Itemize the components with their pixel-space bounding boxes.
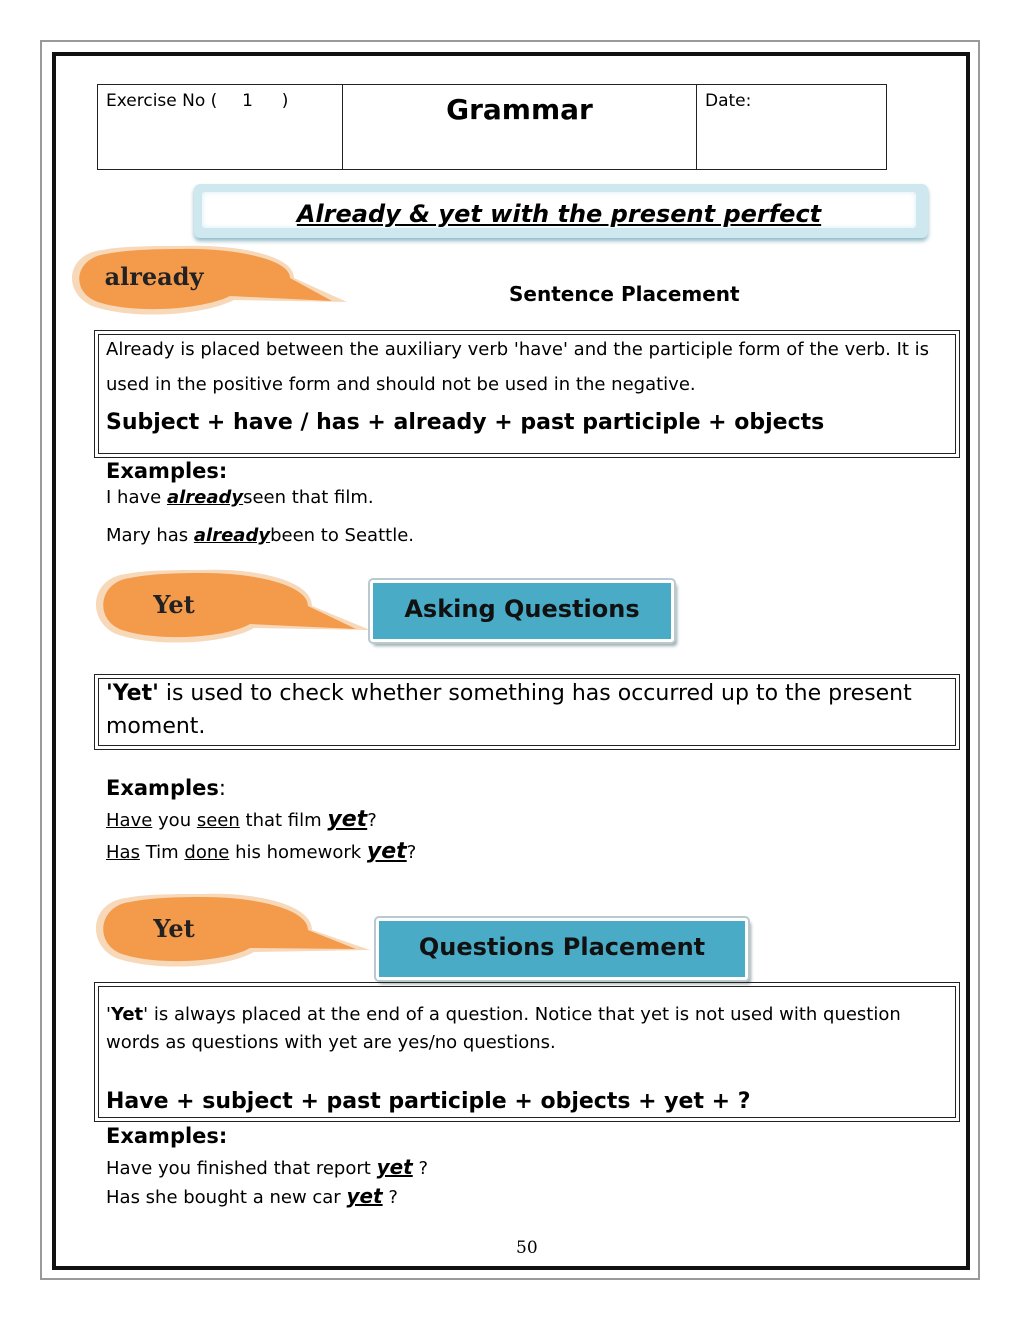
title-banner [194, 184, 928, 238]
exercise-label: Exercise No ( [106, 91, 218, 111]
yet-ex1-w4: that film [245, 810, 322, 831]
placement-formula: Have + subject + past participle + objects + yet + ? [106, 1089, 751, 1114]
placement-ex2-pre: Has she bought a new car [106, 1187, 341, 1208]
yet-example-2 [106, 839, 416, 864]
ex2-pre: Mary has [106, 525, 189, 546]
examples-label-2-text: Examples [106, 776, 219, 800]
questions-placement-label: Questions Placement [376, 918, 748, 980]
exercise-cell [98, 85, 343, 169]
date-label: Date: [705, 91, 752, 111]
exercise-close: ) [281, 91, 289, 111]
yet-ex2-w1: Has [106, 842, 140, 863]
already-rule-line2: used in the positive form and should not be used in the negative. [106, 374, 696, 395]
already-example-1 [106, 487, 374, 508]
placement-quote-open: ' [106, 1004, 111, 1025]
yet-rule-line2: moment. [106, 714, 206, 739]
examples-label-1: Examples: [106, 459, 228, 483]
sentence-placement-heading: Sentence Placement [509, 282, 740, 306]
page-title: Already & yet with the present perfect [296, 200, 822, 228]
yet-rule-rest: is used to check whether something has occurred up to the present [165, 681, 912, 706]
yet-rule-bold: 'Yet' [106, 681, 159, 706]
already-formula: Subject + have / has + already + past participle + objects [106, 410, 825, 435]
bubble-yet-1-label: Yet [153, 590, 195, 619]
placement-example-2 [106, 1184, 398, 1208]
subject-title: Grammar [446, 93, 593, 126]
ex1-pre: I have [106, 487, 162, 508]
placement-rule-rest: is always placed at the end of a question. Notice that yet is not used with question [153, 1004, 901, 1025]
placement-quote-close: ' [143, 1004, 149, 1025]
placement-ex1-end: ? [418, 1158, 429, 1179]
placement-ex2-keyword: yet [346, 1184, 383, 1208]
header-table [97, 84, 887, 170]
yet-ex2-w2: Tim [145, 842, 179, 863]
exercise-number: 1 [242, 91, 253, 111]
subject-cell [343, 85, 697, 169]
bubble-already-label: already [104, 262, 204, 291]
placement-rule-bold: Yet [110, 1004, 144, 1025]
ex1-keyword: already [166, 487, 244, 508]
examples-label-2-colon: : [218, 776, 226, 800]
placement-rule-line2: words as questions with yet are yes/no questions. [106, 1032, 556, 1053]
ex1-post: seen that film. [243, 487, 374, 508]
asking-questions-label: Asking Questions [370, 580, 674, 642]
yet-ex2-end: ? [406, 842, 417, 863]
yet-ex2-keyword: yet [366, 839, 407, 864]
placement-ex1-pre: Have you finished that report [106, 1158, 371, 1179]
placement-ex2-end: ? [388, 1187, 398, 1208]
yet-ex1-keyword: yet [327, 807, 368, 832]
yet-ex1-w1: Have [106, 810, 153, 831]
title-banner-inner [202, 192, 916, 228]
placement-rule-line1 [106, 1004, 901, 1025]
yet-ex1-w2: you [158, 810, 192, 831]
already-rule-line1: Already is placed between the auxiliary verb 'have' and the participle form of the verb. It is [106, 339, 930, 360]
examples-label-3: Examples: [106, 1124, 228, 1148]
yet-rule-line1 [106, 681, 912, 706]
ex2-post: been to Seattle. [270, 525, 415, 546]
ex2-keyword: already [193, 525, 271, 546]
yet-ex1-end: ? [367, 810, 377, 831]
placement-example-1 [106, 1155, 428, 1179]
date-cell [697, 85, 886, 169]
yet-ex2-w3: done [184, 842, 230, 863]
bubble-yet-2-label: Yet [153, 914, 195, 943]
yet-ex1-w3: seen [196, 810, 240, 831]
page-number: 50 [516, 1238, 538, 1258]
examples-label-2 [106, 776, 226, 800]
yet-example-1 [106, 807, 377, 832]
already-example-2 [106, 525, 414, 546]
yet-ex2-w4: his homework [235, 842, 362, 863]
placement-ex1-keyword: yet [376, 1155, 413, 1179]
